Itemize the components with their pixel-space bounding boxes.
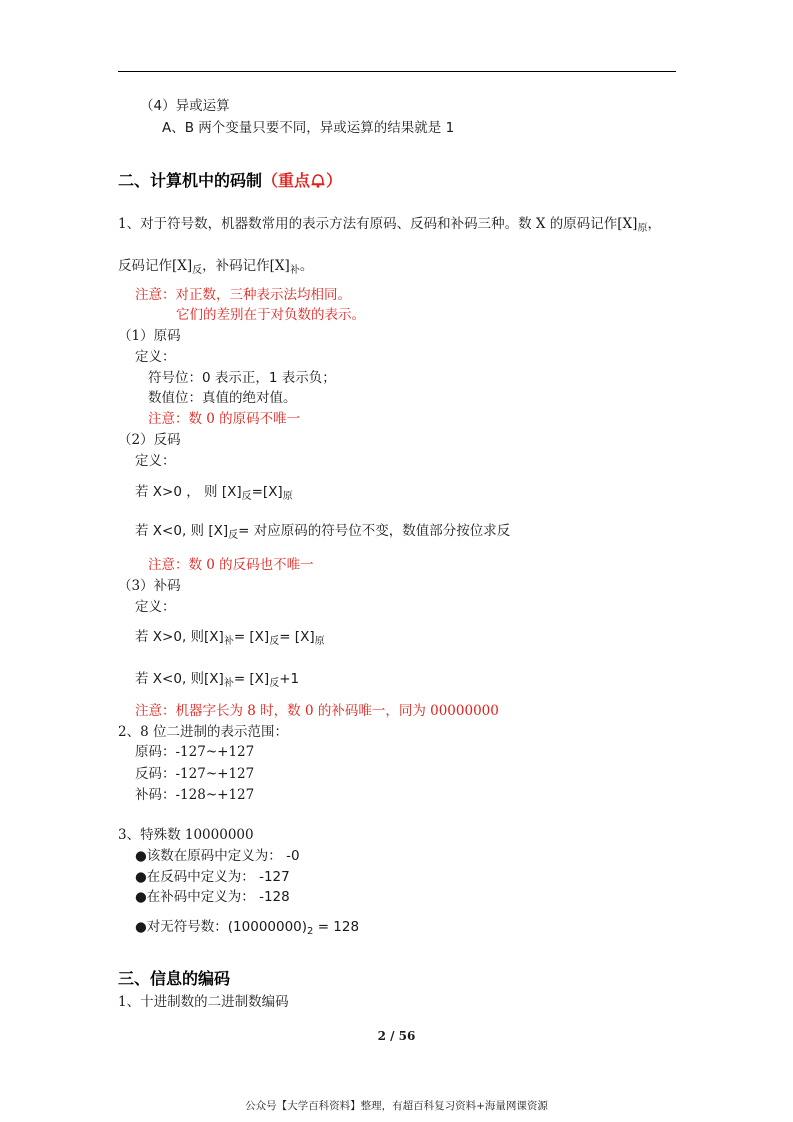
codes-intro-line-2 (118, 257, 313, 275)
bu-neg-eq2: +1 (279, 671, 300, 687)
sub-yuan: 原 (314, 636, 325, 647)
fan-pos-eq: =[X] (251, 484, 283, 500)
sub-yuan: 原 (637, 223, 648, 234)
intro-punct-2: 。 (299, 258, 314, 274)
sub-base: 2 (307, 926, 314, 937)
bu-neg-eq1: = [X] (233, 671, 270, 687)
sub-fan: 反 (192, 265, 203, 276)
yuan-title: （1）原码 (118, 328, 181, 344)
yuan-def: 定义： (135, 349, 176, 365)
yuan-note: 注意：数 0 的原码不唯一 (148, 411, 301, 427)
special-bullet-1: ●该数在原码中定义为： -0 (135, 848, 300, 864)
bu-negative (135, 670, 299, 688)
special-bullet-4 (135, 918, 359, 936)
fan-pos-text: 若 X>0 ， 则 [X] (135, 484, 242, 500)
fan-title: （2）反码 (118, 432, 181, 448)
heading-mark-open: （重点 (262, 171, 311, 190)
sub-bu: 补 (223, 678, 234, 689)
range-bu: 补码：-128~+127 (135, 787, 255, 803)
fan-neg-text: 若 X<0, 则 [X] (135, 523, 229, 539)
range-fan: 反码：-127~+127 (135, 766, 255, 782)
bell-icon (310, 173, 326, 188)
sub-yuan: 原 (282, 491, 293, 502)
heading-mark-close: ） (326, 171, 343, 190)
sub-fan: 反 (241, 491, 252, 502)
range-title: 2、8 位二进制的表示范围： (118, 724, 288, 740)
bu-note: 注意：机器字长为 8 时，数 0 的补码唯一，同为 00000000 (135, 703, 499, 719)
fan-negative (135, 522, 510, 540)
sub-fan: 反 (269, 636, 280, 647)
fan-positive (135, 483, 293, 501)
section-heading-codes (118, 172, 342, 190)
section-heading-encoding: 三、信息的编码 (118, 969, 231, 988)
bu-pos-eq1: = [X] (233, 629, 270, 645)
heading-text: 二、计算机中的码制 (118, 171, 263, 190)
intro-text-1: 1、对于符号数，机器数常用的表示方法有原码、反码和补码三种。数 X 的原码记作[X] (118, 216, 638, 232)
header-rule (118, 71, 676, 72)
fan-neg-eq: = 对应原码的符号位不变，数值部分按位求反 (238, 523, 511, 539)
bu-pos-text: 若 X>0, 则[X] (135, 629, 224, 645)
note-negative: 它们的差别在于对负数的表示。 (176, 307, 365, 323)
special-bullet-2: ●在反码中定义为： -127 (135, 869, 290, 885)
sub-fan: 反 (228, 530, 239, 541)
encoding-item-1: 1、十进制数的二进制数编码 (118, 994, 289, 1010)
codes-intro-line-1 (118, 215, 661, 233)
fan-note: 注意：数 0 的反码也不唯一 (148, 557, 314, 573)
special-bullet-3: ●在补码中定义为： -128 (135, 889, 290, 905)
special-b4-value: = 128 (313, 919, 360, 935)
footer-text: 公众号【大学百科资料】整理，有超百科复习资料+海量网课资源 (245, 1100, 548, 1112)
intro-punct-1: ， (647, 216, 661, 232)
yuan-sign: 符号位：0 表示正，1 表示负； (148, 370, 336, 386)
bu-title: （3）补码 (118, 578, 181, 594)
bu-positive (135, 628, 325, 646)
subsection-xor-title: （4）异或运算 (140, 98, 230, 114)
note-positive: 注意：对正数，三种表示法均相同。 (135, 287, 351, 303)
intro-text-2b: ，补码记作[X] (202, 258, 290, 274)
bu-pos-eq2: = [X] (279, 629, 315, 645)
yuan-value: 数值位：真值的绝对值。 (148, 390, 297, 406)
intro-text-2a: 反码记作[X] (118, 258, 193, 274)
bu-def: 定义： (135, 599, 176, 615)
special-title: 3、特殊数 10000000 (118, 827, 254, 843)
special-b4-text: ●对无符号数：(10000000) (135, 919, 308, 935)
bu-neg-text: 若 X<0, 则[X] (135, 671, 224, 687)
range-yuan: 原码：-127~+127 (135, 744, 255, 760)
page-number: 2 / 56 (377, 1029, 416, 1043)
fan-def: 定义： (135, 453, 176, 469)
sub-bu: 补 (289, 265, 300, 276)
sub-bu: 补 (223, 636, 234, 647)
sub-fan: 反 (269, 678, 280, 689)
xor-description: A、B 两个变量只要不同，异或运算的结果就是 1 (162, 120, 455, 136)
